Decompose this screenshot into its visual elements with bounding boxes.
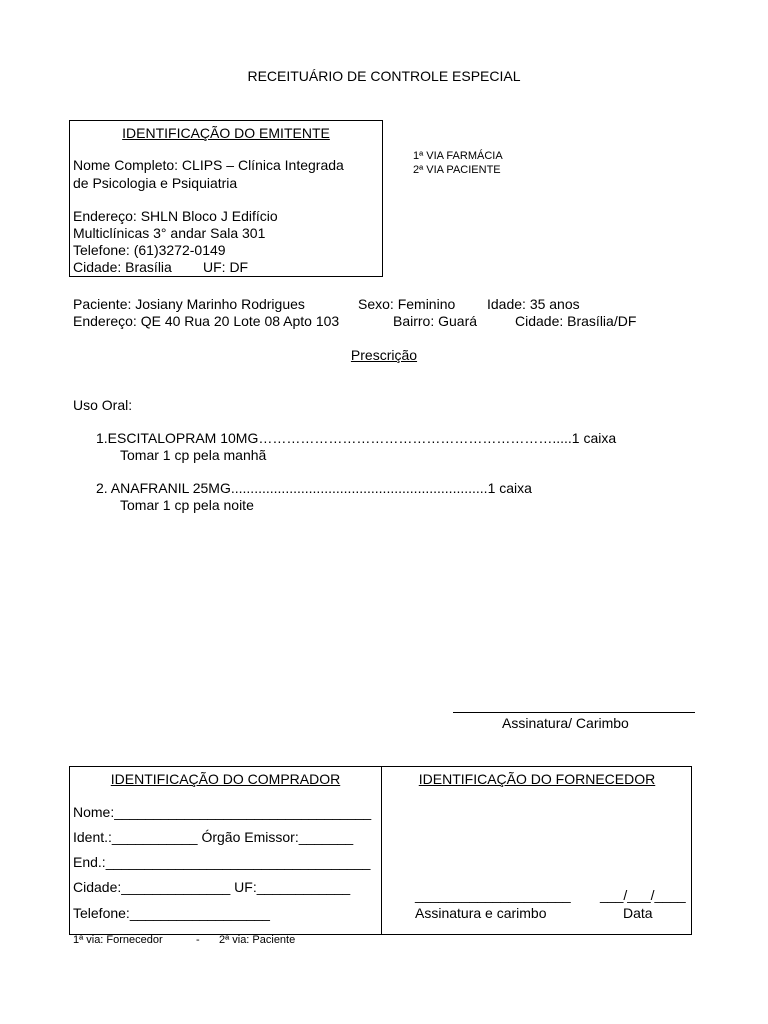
fornecedor-signature-label: Assinatura e carimbo [415,905,547,921]
emitente-nome-line2: de Psicologia e Psiquiatria [73,175,238,191]
prescription-item-2-instruction: Tomar 1 cp pela noite [120,497,254,513]
emitente-endereco-line1: Endereço: SHLN Bloco J Edifício [73,208,278,224]
prescription-item-1: 1.ESCITALOPRAM 10MG……………………………………………………….....1 caixa [96,430,617,446]
uso-oral-label: Uso Oral: [73,397,133,413]
paciente-bairro: Bairro: Guará [393,313,478,329]
comprador-cidade-field: Cidade:______________ UF:____________ [73,879,351,895]
paciente-sexo: Sexo: Feminino [358,296,456,312]
comprador-nome-field: Nome:_________________________________ [73,804,372,820]
footer-separator: - [196,934,200,946]
emitente-telefone: Telefone: (61)3272-0149 [73,242,226,258]
emitente-uf: UF: DF [203,259,249,275]
footer-via-fornecedor: 1ª via: Fornecedor [73,934,163,946]
buyer-supplier-box [69,766,692,935]
comprador-telefone-field: Telefone:__________________ [73,905,270,921]
prescricao-heading: Prescrição [350,347,418,363]
via-paciente: 2ª VIA PACIENTE [413,164,501,176]
emitente-cidade: Cidade: Brasília [73,259,172,275]
emitente-endereco-line2: Multiclínicas 3° andar Sala 301 [73,225,266,241]
emitente-heading: IDENTIFICAÇÃO DO EMITENTE [122,125,330,141]
fornecedor-heading: IDENTIFICAÇÃO DO FORNECEDOR [418,771,656,787]
paciente-cidade: Cidade: Brasília/DF [515,313,637,329]
paciente-idade: Idade: 35 anos [487,296,580,312]
prescription-item-2: 2. ANAFRANIL 25MG..................................................................1 caixa [96,480,532,496]
fornecedor-date-label: Data [623,905,653,921]
paciente-nome: Paciente: Josiany Marinho Rodrigues [73,296,305,312]
comprador-heading: IDENTIFICAÇÃO DO COMPRADOR [110,771,341,787]
comprador-end-field: End.:__________________________________ [73,854,371,870]
comprador-ident-field: Ident.:___________ Órgão Emissor:_______ [73,829,354,845]
box-divider [381,767,382,934]
signature-line [453,712,695,713]
emitente-nome-line1: Nome Completo: CLIPS – Clínica Integrada [73,157,344,173]
signature-label: Assinatura/ Carimbo [502,715,629,731]
paciente-endereco: Endereço: QE 40 Rua 20 Lote 08 Apto 103 [73,313,340,329]
fornecedor-date-line: ___/___/____ [600,887,686,903]
fornecedor-signature-line: ____________________ [415,887,571,903]
footer-via-paciente: 2ª via: Paciente [219,934,296,946]
document-title: RECEITUÁRIO DE CONTROLE ESPECIAL [247,68,521,84]
emitente-box [69,120,383,277]
via-farmacia: 1ª VIA FARMÁCIA [413,150,503,162]
prescription-item-1-instruction: Tomar 1 cp pela manhã [120,447,267,463]
